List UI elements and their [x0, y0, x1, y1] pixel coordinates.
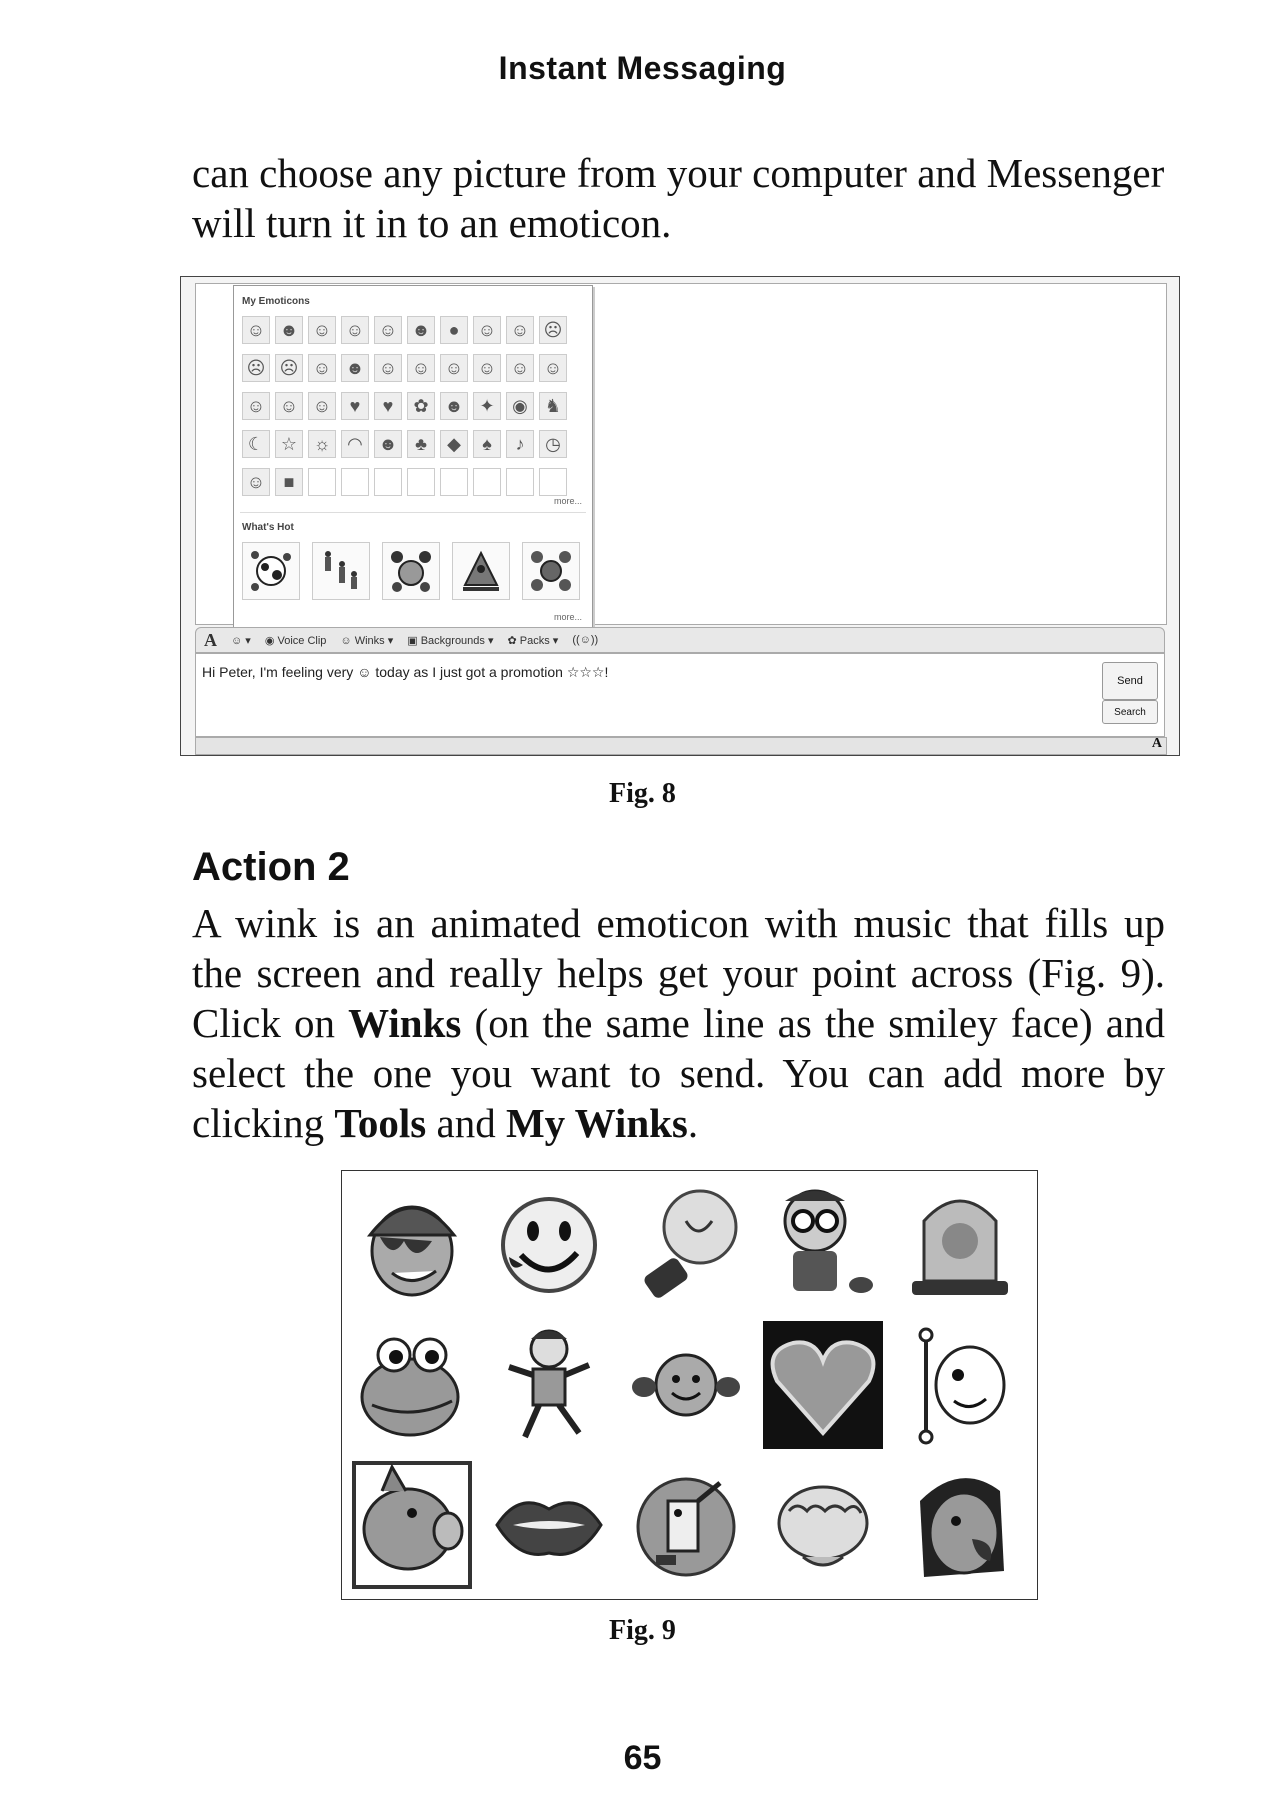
empty-emoticon-slot [473, 468, 501, 496]
more-hot-link[interactable]: more... [553, 612, 582, 622]
backgrounds-icon: ▣ [407, 634, 418, 647]
boy-beanie-icon [352, 1181, 472, 1309]
angel-emoticon-icon[interactable]: ☺ [308, 354, 336, 382]
wink-heart[interactable] [761, 1317, 885, 1453]
hot-pack-5[interactable] [522, 542, 580, 600]
tools-term: Tools [334, 1100, 427, 1146]
pig-icon [352, 1461, 472, 1589]
nerd-emoticon-icon[interactable]: ☺ [407, 354, 435, 382]
wink-lips[interactable] [487, 1457, 611, 1593]
divider [240, 512, 586, 513]
action-text-2: (on the same line as the smiley face) and select the one you want to send. You can add more by clicking [192, 1000, 1165, 1146]
hug-icon[interactable]: ☻ [374, 430, 402, 458]
winks-button[interactable]: ☺ Winks ▾ [340, 634, 394, 647]
bat-icon[interactable]: ✦ [473, 392, 501, 420]
bell-jar-icon [900, 1181, 1020, 1309]
nerd-kid-icon [763, 1181, 883, 1309]
voice-clip-button[interactable] [265, 634, 327, 647]
frog-icon [352, 1321, 472, 1449]
snail-icon[interactable]: ◉ [506, 392, 534, 420]
wink-lady-face[interactable] [898, 1457, 1022, 1593]
hot-pack-4[interactable] [452, 542, 510, 600]
whats-hot-title: What's Hot [242, 522, 294, 533]
backgrounds-button[interactable]: ▣ Backgrounds ▾ [407, 634, 494, 647]
smile-inline-icon: ☺ [357, 664, 372, 680]
send-button[interactable]: Send [1102, 662, 1158, 700]
lips-wink-icon [489, 1461, 609, 1589]
wink-fist[interactable] [761, 1457, 885, 1593]
packs-button[interactable]: ✿ Packs ▾ [507, 634, 559, 647]
cow-pack-icon [247, 547, 295, 595]
wink-monster[interactable] [624, 1457, 748, 1593]
figures-pack-icon [317, 547, 365, 595]
running-header: Instant Messaging [498, 50, 787, 86]
figure-9-caption: Fig. 9 [609, 1615, 676, 1646]
devil-emoticon-icon[interactable]: ☻ [341, 354, 369, 382]
search-button[interactable]: Search [1102, 700, 1158, 724]
wink-emoticon-icon[interactable]: ☺ [308, 316, 336, 344]
monster-icon [626, 1461, 746, 1589]
action-heading: Action 2 [192, 845, 350, 889]
packs-label: Packs [519, 634, 550, 647]
emoticon-grid [242, 316, 569, 502]
party-emoticon-icon[interactable]: ☺ [374, 354, 402, 382]
secret-emoticon-icon[interactable]: ☺ [539, 354, 567, 382]
angry-emoticon-icon[interactable]: ● [440, 316, 468, 344]
embarrassed-emoticon-icon[interactable]: ☺ [506, 316, 534, 344]
lady-face-icon [900, 1461, 1020, 1589]
clock-icon[interactable]: ◷ [539, 430, 567, 458]
sick-emoticon-icon[interactable]: ☺ [473, 354, 501, 382]
font-size-button[interactable]: A [1151, 736, 1162, 751]
message-input[interactable] [195, 653, 1165, 737]
round-face-icon [626, 1321, 746, 1449]
action-text-4: . [687, 1100, 699, 1146]
whats-hot-row [242, 542, 580, 600]
figure-9-winks [341, 1170, 1038, 1600]
message-part-2: today as I just got a promotion [375, 664, 563, 680]
empty-emoticon-slot [539, 468, 567, 496]
wink-swing-face[interactable] [898, 1317, 1022, 1453]
message-text [202, 664, 608, 681]
sheep-icon[interactable]: ♞ [539, 392, 567, 420]
emoticon-menu-button[interactable]: ☺ ▾ [231, 634, 251, 647]
confused-emoticon-icon[interactable]: ☺ [473, 316, 501, 344]
wink-boy-beanie[interactable] [350, 1177, 474, 1313]
disappointed-emoticon-icon[interactable]: ☹ [275, 354, 303, 382]
stars-inline-icon: ☆☆☆! [566, 664, 609, 680]
tongue-emoticon-icon[interactable]: ☺ [374, 316, 402, 344]
microphone-icon: ◉ [264, 634, 275, 647]
winks-icon: ☺ [340, 634, 352, 647]
broken-heart-icon[interactable]: ♥ [374, 392, 402, 420]
page-number: 65 [623, 1739, 662, 1777]
sarcastic-emoticon-icon[interactable]: ☺ [275, 392, 303, 420]
lips-icon[interactable]: ◆ [440, 430, 468, 458]
swing-face-icon [900, 1321, 1020, 1449]
rose-icon[interactable]: ♠ [473, 430, 501, 458]
hot-pack-3[interactable] [382, 542, 440, 600]
heart-icon[interactable]: ♥ [341, 392, 369, 420]
message-part-1: Hi Peter, I'm feeling very [202, 664, 354, 680]
conversation-toolbar [195, 627, 1165, 653]
packs-icon: ✿ [507, 634, 517, 647]
figure-8-screenshot [180, 276, 1180, 756]
wilted-rose-icon[interactable]: ♪ [506, 430, 534, 458]
wink-round-face[interactable] [624, 1317, 748, 1453]
wink-dancing-kid[interactable] [487, 1317, 611, 1453]
winks-grid [350, 1177, 1022, 1593]
custom-smile-emoticon-icon[interactable]: ☺ [242, 468, 270, 496]
wink-smiley[interactable] [487, 1177, 611, 1313]
kiss-icon[interactable]: ♣ [407, 430, 435, 458]
wink-nerd-kid[interactable] [761, 1177, 885, 1313]
hot-pack-1[interactable] [242, 542, 300, 600]
action-text-3: and [426, 1100, 506, 1146]
sleepy-emoticon-icon[interactable]: ☺ [440, 354, 468, 382]
empty-emoticon-slot [506, 468, 534, 496]
rolling-eyes-emoticon-icon[interactable]: ☺ [242, 392, 270, 420]
star-icon[interactable]: ☆ [275, 430, 303, 458]
winks-label: Winks [354, 634, 385, 647]
dancing-kid-icon [489, 1321, 609, 1449]
grin-emoticon-icon[interactable]: ☻ [275, 316, 303, 344]
sun-icon[interactable]: ☼ [308, 430, 336, 458]
voice-clip-label: Voice Clip [277, 634, 327, 647]
hot-pack-2[interactable] [312, 542, 370, 600]
action-text-1: A wink is an animated emoticon with music that fills up the screen and really helps get your point across (Fig. 9). Click on [192, 900, 1165, 1046]
fist-icon [763, 1461, 883, 1589]
lightbulb-icon [626, 1181, 746, 1309]
thinking-emoticon-icon[interactable]: ☺ [506, 354, 534, 382]
hot-emoticon-icon[interactable]: ☺ [308, 392, 336, 420]
more-emoticons-link[interactable]: more... [553, 496, 582, 506]
emoticon-picker [233, 285, 593, 631]
wink-pig[interactable] [350, 1457, 474, 1593]
intro-paragraph: can choose any picture from your computer and Messenger will turn it in to an emoticon. [192, 150, 1165, 246]
empty-emoticon-slot [308, 468, 336, 496]
sad-emoticon-icon[interactable]: ☹ [539, 316, 567, 344]
empty-emoticon-slot [407, 468, 435, 496]
custom-picture-emoticon-icon[interactable]: ■ [275, 468, 303, 496]
figure-8-caption: Fig. 8 [609, 778, 676, 809]
dog-icon[interactable]: ✿ [407, 392, 435, 420]
wink-bell-jar[interactable] [898, 1177, 1022, 1313]
smile-emoticon-icon[interactable]: ☺ [242, 316, 270, 344]
input-bottom-bar [195, 737, 1167, 755]
backgrounds-label: Backgrounds [420, 634, 485, 647]
action-paragraph [192, 898, 1165, 1148]
creature-pack-icon [527, 547, 575, 595]
winks-term: Winks [348, 1000, 462, 1046]
moon-icon[interactable]: ☾ [242, 430, 270, 458]
my-winks-term: My Winks [505, 1100, 688, 1146]
cool-emoticon-icon[interactable]: ☻ [407, 316, 435, 344]
cat-icon[interactable]: ☻ [440, 392, 468, 420]
nudge-button[interactable] [572, 634, 598, 646]
font-button[interactable]: A [204, 629, 217, 650]
empty-emoticon-slot [374, 468, 402, 496]
rainbow-icon[interactable]: ◠ [341, 430, 369, 458]
tree-pack-icon [457, 547, 505, 595]
empty-emoticon-slot [440, 468, 468, 496]
empty-emoticon-slot [341, 468, 369, 496]
smiley-icon [489, 1181, 609, 1309]
wink-frog[interactable] [350, 1317, 474, 1453]
my-emoticons-title: My Emoticons [242, 296, 310, 307]
nudge-icon: ((☺)) [572, 634, 599, 646]
wink-lightbulb[interactable] [624, 1177, 748, 1313]
surprised-emoticon-icon[interactable]: ☺ [341, 316, 369, 344]
crying-emoticon-icon[interactable]: ☹ [242, 354, 270, 382]
girl-pack-icon [387, 547, 435, 595]
heart-wink-icon [763, 1321, 883, 1449]
